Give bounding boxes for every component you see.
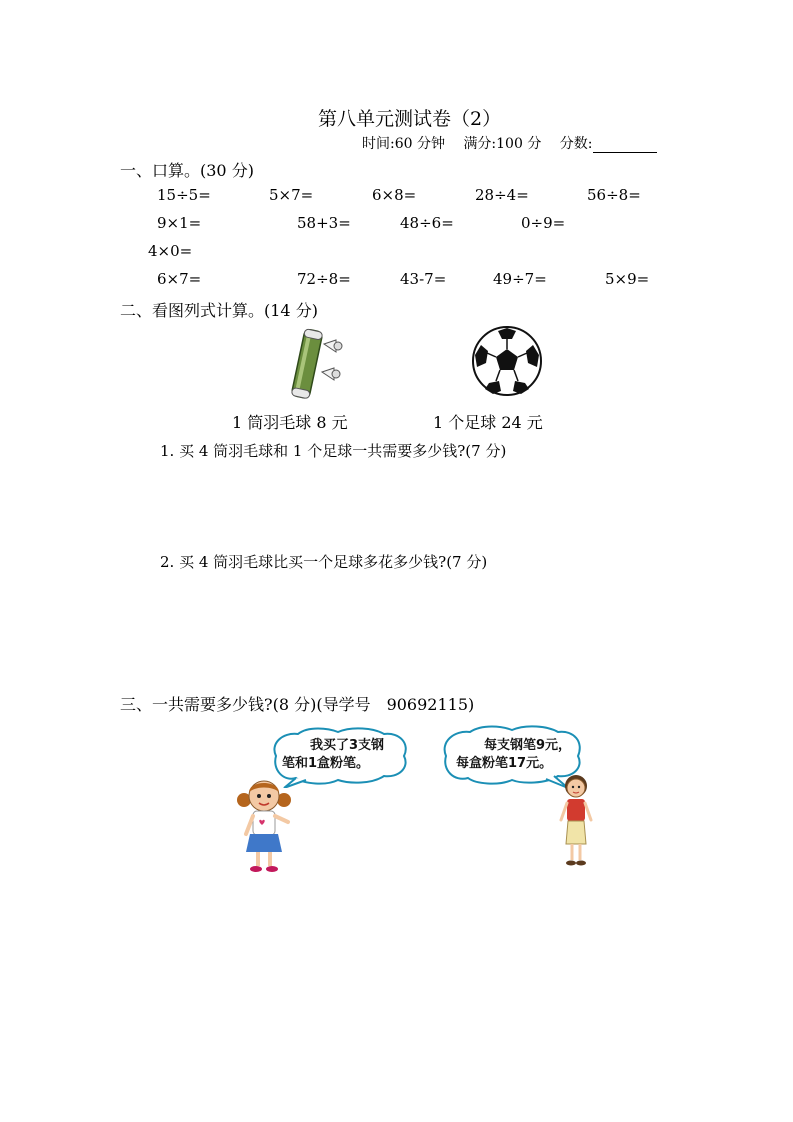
woman-figure [556,772,596,868]
oral-item: 28÷4= [475,186,529,204]
score-label: 分数: [559,136,593,152]
question-2: 2. 买 4 筒羽毛球比买一个足球多花多少钱?(7 分) [160,553,488,571]
oral-item: 0÷9= [521,214,566,232]
oral-item: 72÷8= [297,270,351,288]
oral-item: 48÷6= [400,214,454,232]
full-score: 满分:100 分 [463,136,542,152]
soccer-ball-price-caption: 1 个足球 24 元 [433,413,543,432]
section1-heading: 一、口算。(30 分) [120,161,254,180]
page-title: 第八单元测试卷（2） [318,108,502,130]
oral-item: 49÷7= [493,270,547,288]
bubble-left-line1: 我买了3支钢 [310,738,385,753]
oral-item: 56÷8= [587,186,641,204]
oral-item: 43-7= [400,270,447,288]
score-blank[interactable] [593,138,657,153]
time-limit: 时间:60 分钟 [362,136,445,152]
girl-figure [232,776,296,874]
bubble-left-line2: 笔和1盒粉笔。 [282,756,370,771]
bubble-right-line1: 每支钢笔9元， [484,738,572,753]
soccer-ball-image [471,325,543,397]
section2-heading: 二、看图列式计算。(14 分) [120,301,318,320]
question-1: 1. 买 4 筒羽毛球和 1 个足球一共需要多少钱?(7 分) [160,442,507,460]
oral-item: 5×7= [269,186,314,204]
shuttlecock-price-caption: 1 筒羽毛球 8 元 [232,413,348,432]
oral-item: 6×7= [157,270,202,288]
oral-item: 5×9= [605,270,650,288]
exam-meta [362,133,671,153]
oral-item: 4×0= [148,242,193,260]
oral-item: 15÷5= [157,186,211,204]
section3-heading: 三、一共需要多少钱?(8 分)(导学号 90692115) [120,695,475,714]
oral-item: 6×8= [372,186,417,204]
oral-item: 9×1= [157,214,202,232]
oral-item: 58+3= [297,214,351,232]
shuttlecock-tube-image [290,326,350,402]
bubble-right-line2: 每盒粉笔17元。 [456,756,553,771]
